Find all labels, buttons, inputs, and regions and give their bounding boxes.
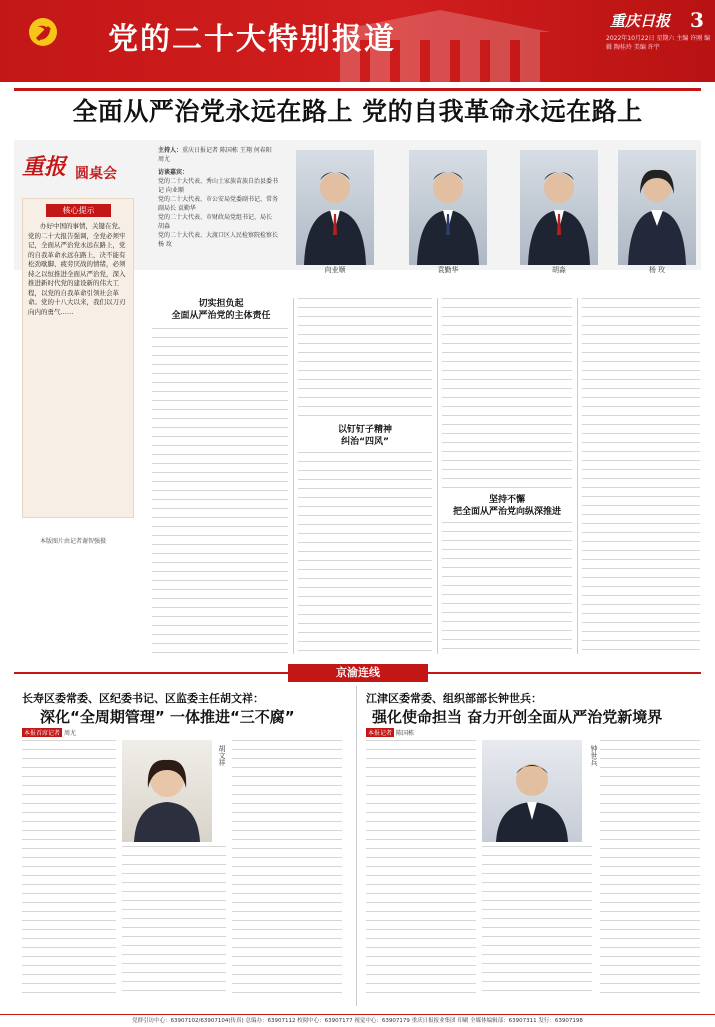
guest-line: 党的二十大代表、秀山土家族苗族自治县委书记 向业顺 — [158, 178, 279, 194]
guest-name: 杨 玫 — [648, 266, 666, 274]
article-kicker: 长寿区委常委、区纪委书记、区监委主任胡文祥： — [22, 692, 264, 705]
guest-photo — [520, 150, 598, 274]
byline — [366, 728, 414, 737]
guest-photo — [296, 150, 374, 274]
host-info — [158, 146, 278, 249]
article-column — [366, 740, 476, 995]
party-emblem-icon — [28, 17, 58, 47]
article-title: 深化“全周期管理” 一体推进“三不腐” — [40, 708, 295, 726]
guest-photo — [618, 150, 696, 274]
article-column — [442, 298, 572, 488]
brand-logo: 重报 — [22, 154, 67, 180]
person-icon — [482, 740, 582, 842]
article-column — [22, 740, 116, 995]
core-tips-label: 核心提示 — [46, 204, 111, 217]
headline: 全面从严治党永远在路上 党的自我革命永远在路上 — [72, 97, 643, 126]
band-label: 京渝连线 — [288, 664, 428, 682]
article-column — [232, 740, 342, 995]
guest-line: 党的二十大代表、大渡口区人民检察院检察长 杨 玫 — [158, 232, 279, 248]
article-column — [298, 452, 432, 654]
article-column — [582, 298, 700, 654]
article-photo — [482, 740, 582, 842]
section-title: 党的二十大特别报道 — [108, 22, 396, 57]
guest-photo — [409, 150, 487, 274]
section-subtitle: 坚持不懈 把全面从严治党向纵深推进 — [452, 495, 561, 517]
article-column — [600, 740, 700, 995]
byline-name: 陈国栋 — [395, 730, 414, 737]
guests-label: 访谈嘉宾： — [158, 169, 189, 176]
brand-subtitle: 圆桌会 — [75, 166, 117, 182]
guest-name: 胡淼 — [552, 266, 566, 274]
person-icon — [520, 150, 598, 265]
byline — [22, 728, 76, 737]
byline-name: 周尤 — [63, 730, 76, 737]
guest-name: 向业顺 — [324, 266, 346, 274]
person-icon — [618, 150, 696, 265]
paper-name: 重庆日报 — [610, 12, 671, 30]
guest-line: 党的二十大代表、市公安局党委副书记、常务副局长 袁勤华 — [158, 196, 279, 212]
photo-caption: 钟世兵 — [590, 745, 598, 766]
article-title: 强化使命担当 奋力开创全面从严治党新境界 — [372, 708, 663, 726]
section-subtitle: 以钉钉子精神 纠治“四风” — [337, 425, 392, 447]
page-number: 3 — [690, 8, 704, 32]
section-subtitle: 切实担负起 全面从严治党的主体责任 — [171, 299, 271, 321]
person-icon — [122, 740, 212, 842]
byline-tag: 本报首席记者 — [24, 730, 61, 737]
photo-credit: 本版图片由记者谢智强摄 — [40, 538, 107, 545]
article-kicker: 江津区委常委、组织部部长钟世兵： — [366, 692, 542, 705]
guest-line: 党的二十大代表、市财政局党组书记、局长 胡淼 — [158, 214, 273, 230]
host-names: 重庆日报记者 陈国栋 王翔 何春阳 周尤 — [158, 147, 272, 163]
article-column — [152, 328, 288, 654]
guest-name: 袁勤华 — [437, 266, 459, 274]
core-tips-text: 办好中国的事情，关键在党。党的二十大报告强调，全党必须牢记，全面从严治党永远在路上，党的自我革命永远在路上，决不能有松劲歇脚、疲劳厌战的情绪，必须持之以恒推进全面从严治党，深入推进新时代党的建设新的伟大工程，以党的自我革命引领社会革命。党的十八大以来，我们以刀刃向内的勇气…… — [28, 222, 126, 316]
article-photo — [122, 740, 212, 842]
host-label: 主持人： — [158, 147, 183, 154]
article-column — [122, 846, 226, 995]
byline-tag: 本报记者 — [368, 730, 393, 737]
person-icon — [296, 150, 374, 265]
photo-caption: 胡文祥 — [218, 745, 226, 766]
article-column — [442, 522, 572, 654]
page-footer: 党群引访中心：63907102/63907104(传真) 总编办：63907112 校阅中心：63907177 视觉中心：63907179 重庆日报报业集团 印刷 全媒体编辑部：63907311 发行：63907198 — [0, 1014, 715, 1027]
header-meta: 2022年10月22日 星期六 主编 许刚 编辑 陶桂玲 美编 许宇 — [606, 35, 711, 51]
article-column — [482, 846, 592, 995]
person-icon — [409, 150, 487, 265]
article-column — [298, 298, 432, 418]
